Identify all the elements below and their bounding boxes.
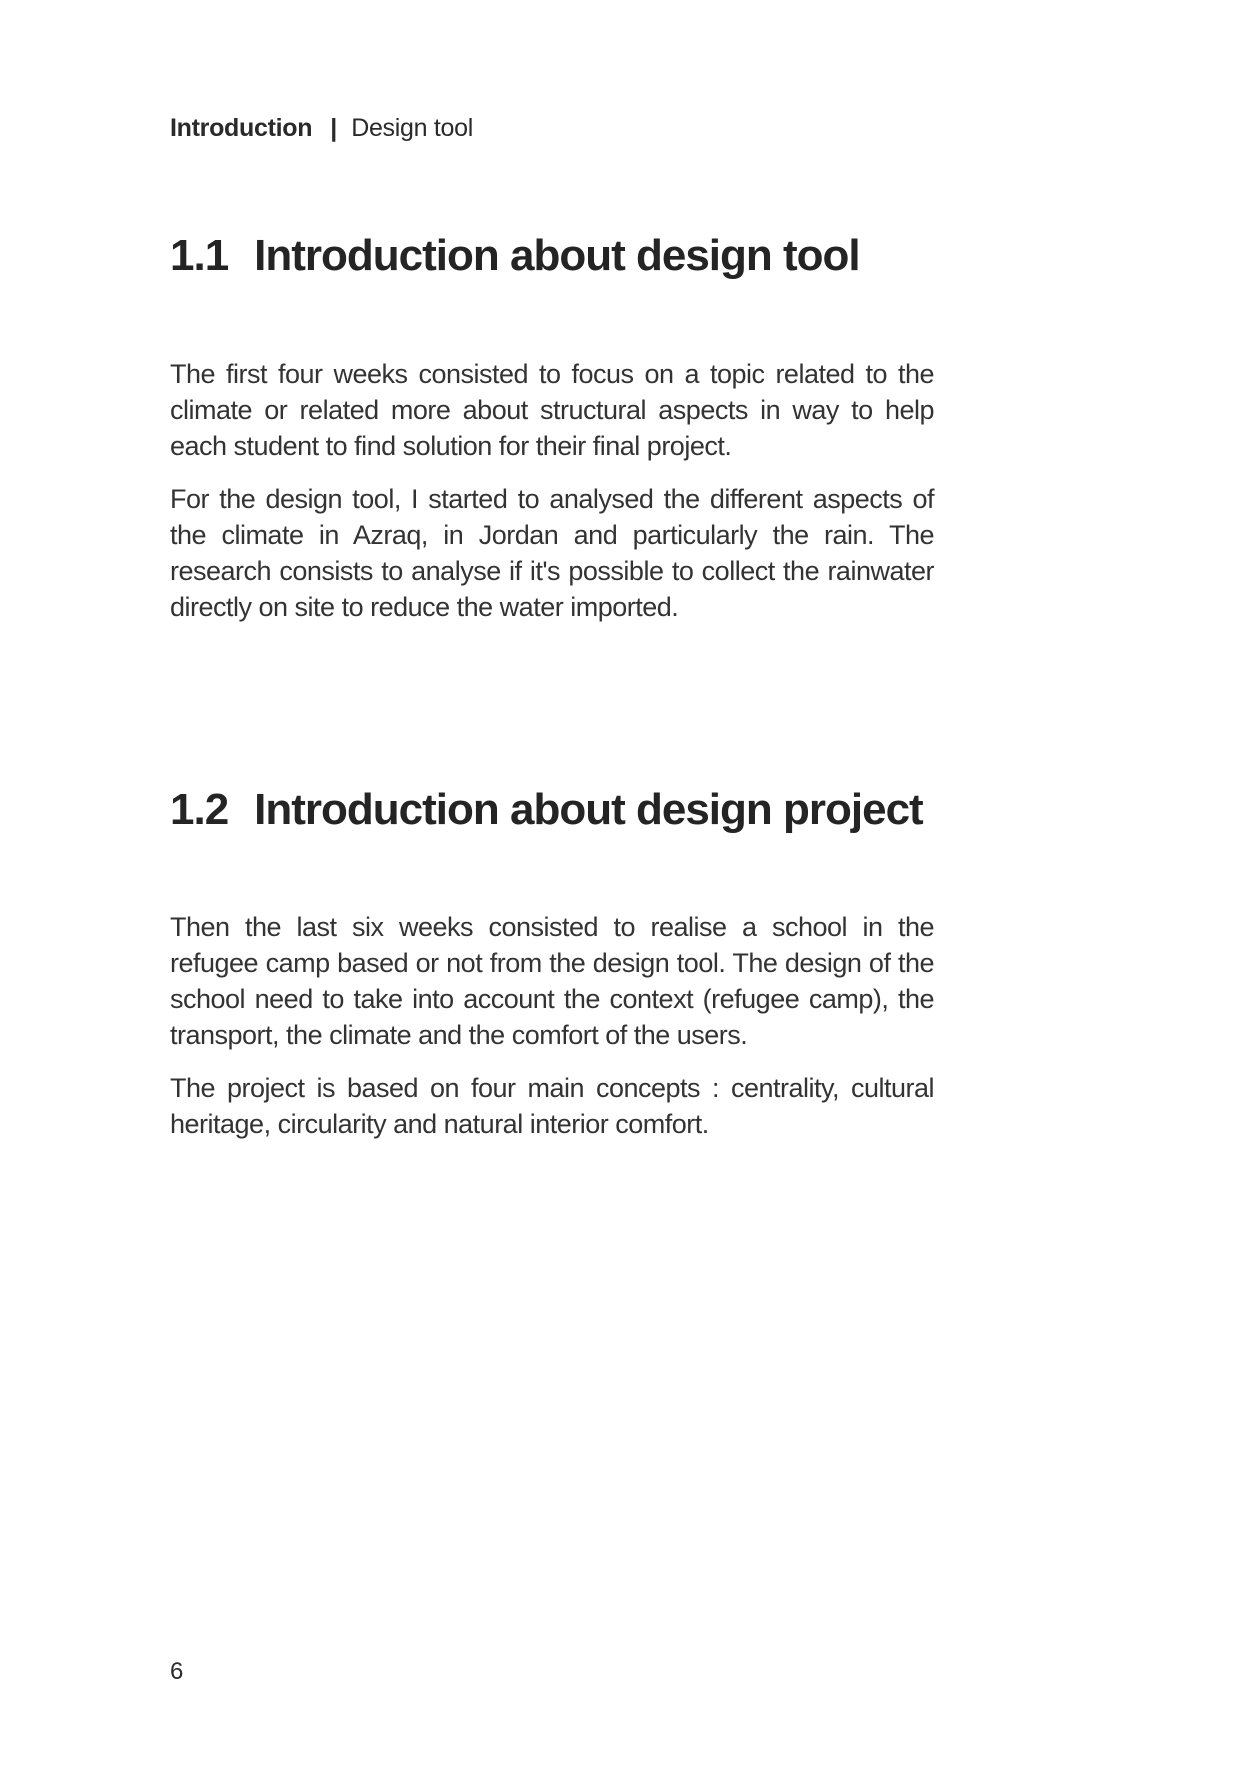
section-1-2-body [170,909,934,1159]
section-number: 1.1 [170,231,229,280]
running-header [170,112,473,144]
paragraph: The first four weeks consisted to focus on a topic related to the climate or related more about structural aspects in way to help each student to find solution for their final project. [170,359,934,461]
section-heading-1-2 [170,782,923,838]
section-heading-1-1 [170,228,860,284]
header-separator: | [330,114,338,142]
section-1-1-body [170,356,934,642]
paragraph: The project is based on four main concepts : centrality, cultural heritage, circularity and natural interior comfort. [170,1073,934,1139]
paragraph: Then the last six weeks consisted to realise a school in the refugee camp based or not from the design tool. The design of the school need to take into account the context (refugee camp), the transport, the climate and the comfort of the users. [170,912,934,1050]
section-title: Introduction about design project [254,785,923,834]
page-number: 6 [170,1658,184,1685]
header-chapter: Introduction [170,114,313,142]
section-title: Introduction about design tool [254,231,860,280]
header-section: Design tool [351,114,473,142]
section-number: 1.2 [170,785,229,834]
paragraph: For the design tool, I started to analysed the different aspects of the climate in Azraq, in Jordan and particularly the rain. The research consists to analyse if it's possible to collect the rainwater directly on site to reduce the water imported. [170,484,934,622]
